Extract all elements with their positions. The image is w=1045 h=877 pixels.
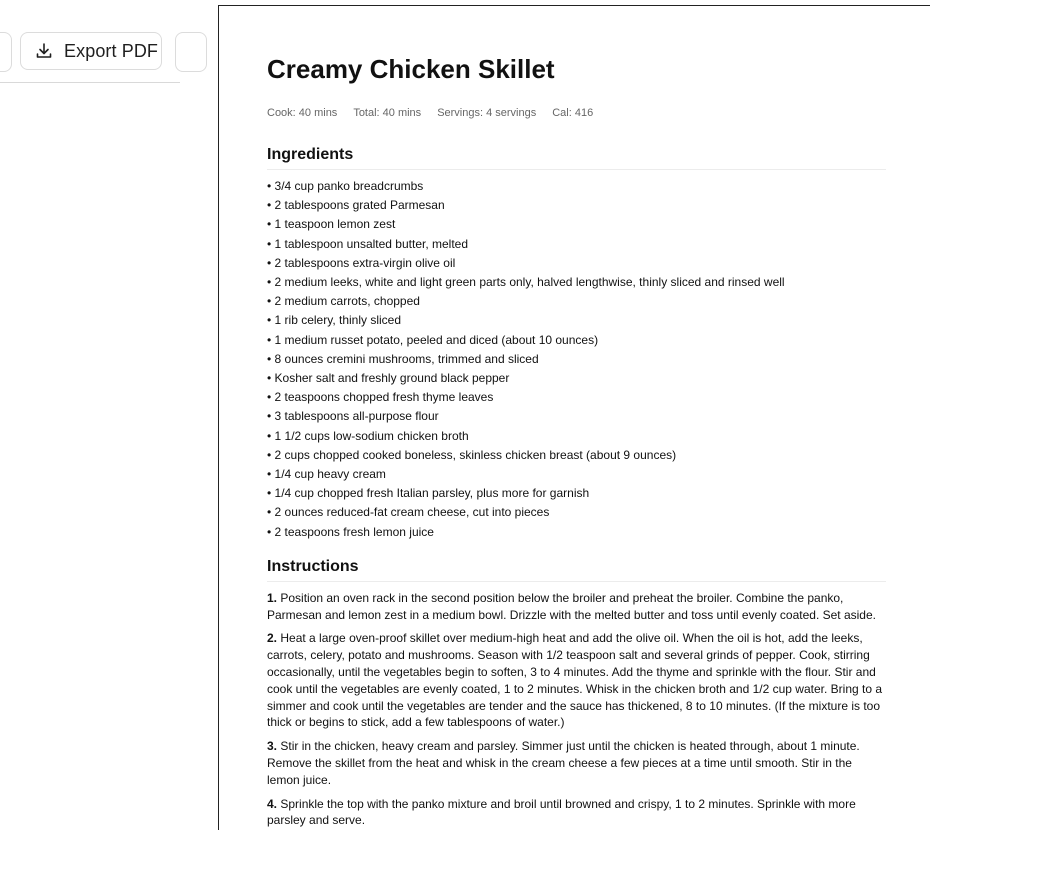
ingredient-item: • 3/4 cup panko breadcrumbs — [267, 179, 424, 193]
download-icon — [34, 41, 54, 61]
toolbar — [0, 0, 180, 83]
step-number: 1. — [267, 590, 278, 605]
ingredient-item: • 2 teaspoons chopped fresh thyme leaves — [267, 390, 494, 405]
step-number: 2. — [267, 631, 278, 646]
ingredient-item: • 1 teaspoon lemon zest — [267, 217, 396, 232]
total-time: Total: 40 mins — [353, 107, 422, 119]
ingredient-item: • 2 ounces reduced-fat cream cheese, cut into pieces — [267, 505, 550, 520]
toolbar-button-partial-left[interactable] — [0, 32, 12, 72]
ingredient-item: • 2 tablespoons extra-virgin olive oil — [267, 255, 456, 270]
step-text: Heat a large oven-proof skillet over medium-high heat and add the olive oil. When the oil is hot, add the leeks, carrots, celery, potato and mushrooms. Season with 1/2 teaspoon salt and several grinds of pepper. Cook, stirring occasionally, until the vegetables begin to soften, 3 to 4 minutes. Add the thyme and sprinkle with the flour. Stir and cook until the vegetables are evenly coated, 1 to 2 minutes. Whisk in the chicken broth and 1/2 cup water. Bring to a simmer and cook until the vegetables are tender and the sauce has thickened, 8 to 10 minutes. (If the mixture is too thick or begins to stick, add a few tablespoons of water.) — [267, 631, 883, 730]
instructions-heading: Instructions — [267, 557, 886, 582]
ingredient-item: • 1/4 cup heavy cream — [267, 467, 386, 482]
instruction-step — [267, 738, 886, 788]
instruction-step — [267, 630, 886, 731]
ingredient-item: • Kosher salt and freshly ground black pepper — [267, 371, 510, 386]
step-number: 3. — [267, 739, 278, 754]
step-number: 4. — [267, 796, 278, 811]
instruction-step — [267, 590, 886, 624]
ingredient-item: • 2 tablespoons grated Parmesan — [267, 198, 445, 213]
ingredient-item: • 1 tablespoon unsalted butter, melted — [267, 236, 469, 251]
recipe-title: Creamy Chicken Skillet — [267, 54, 555, 84]
calories: Cal: 416 — [552, 107, 594, 119]
ingredient-item: • 1 medium russet potato, peeled and diced (about 10 ounces) — [267, 332, 599, 347]
servings: Servings: 4 servings — [437, 107, 537, 119]
ingredient-item: • 2 medium leeks, white and light green parts only, halved lengthwise, thinly sliced and rinsed well — [267, 275, 785, 290]
toolbar-button-partial-right[interactable] — [175, 32, 207, 72]
export-pdf-label: Export PDF — [64, 40, 159, 61]
ingredient-item: • 1 1/2 cups low-sodium chicken broth — [267, 428, 469, 443]
step-text: Sprinkle the top with the panko mixture and broil until browned and crispy, 1 to 2 minutes. Sprinkle with more parsley and serve. — [267, 796, 856, 828]
cook-time: Cook: 40 mins — [267, 107, 338, 119]
ingredient-item: • 1/4 cup chopped fresh Italian parsley, plus more for garnish — [267, 486, 590, 501]
step-text: Position an oven rack in the second position below the broiler and preheat the broiler. Combine the panko, Parmesan and lemon zest in a medium bowl. Drizzle with the melted butter and toss until evenly coated. Set aside. — [267, 590, 876, 622]
export-pdf-button[interactable] — [20, 32, 162, 70]
ingredient-item: • 2 teaspoons fresh lemon juice — [267, 524, 434, 539]
recipe-meta — [267, 106, 886, 120]
instruction-steps — [267, 590, 886, 829]
ingredient-item: • 8 ounces cremini mushrooms, trimmed and sliced — [267, 351, 539, 366]
ingredient-item: • 1 rib celery, thinly sliced — [267, 313, 402, 328]
ingredient-item: • 2 cups chopped cooked boneless, skinless chicken breast (about 9 ounces) — [267, 447, 677, 462]
instruction-step — [267, 796, 886, 830]
recipe-document — [218, 5, 930, 830]
ingredient-item: • 3 tablespoons all-purpose flour — [267, 409, 439, 424]
ingredient-item: • 2 medium carrots, chopped — [267, 294, 420, 309]
step-text: Stir in the chicken, heavy cream and parsley. Simmer just until the chicken is heated through, about 1 minute. Remove the skillet from the heat and whisk in the cream cheese a few pieces at a time until smooth. Stir in the lemon juice. — [267, 739, 860, 787]
ingredient-list — [267, 177, 886, 542]
ingredients-heading: Ingredients — [267, 145, 886, 170]
